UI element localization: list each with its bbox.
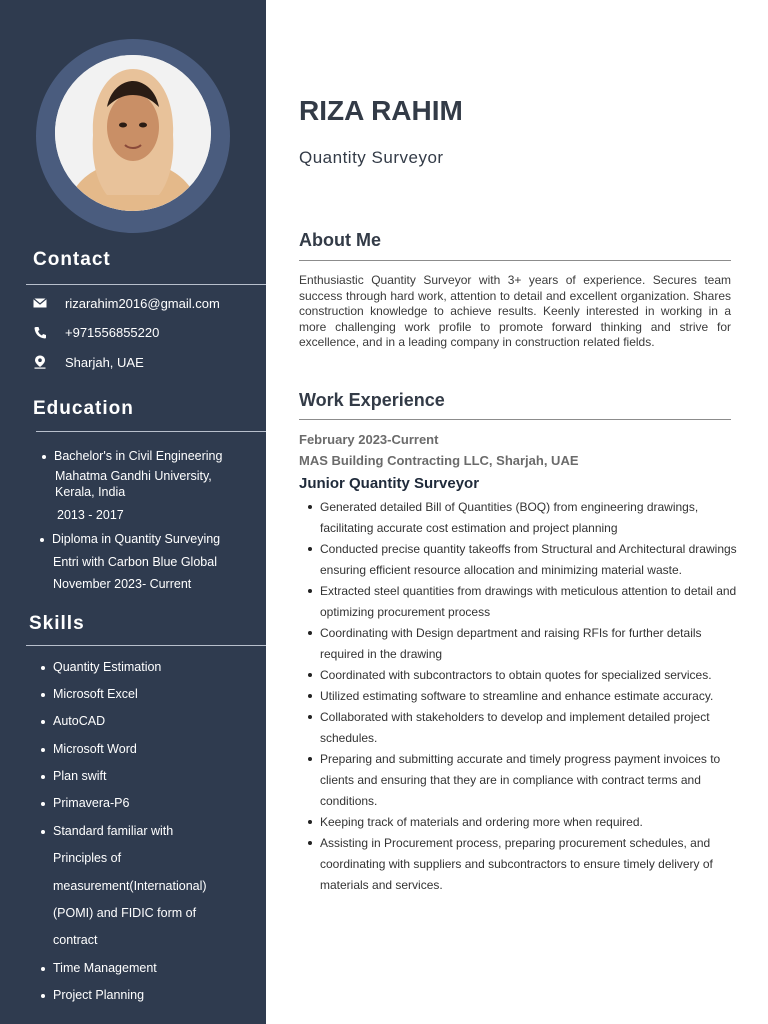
education-degree-2: Diploma in Quantity Surveying — [40, 532, 220, 546]
duty-item: Coordinating with Design department and raising RFIs for further details required in the drawing — [306, 623, 746, 665]
contact-phone[interactable]: +971556855220 — [65, 324, 160, 340]
education-years-1: 2013 - 2017 — [57, 508, 124, 522]
skills-divider — [26, 645, 266, 646]
education-divider — [36, 431, 266, 432]
education-heading: Education — [33, 398, 134, 419]
skill-item: Time Management — [41, 961, 157, 975]
job-duties-list — [306, 497, 746, 896]
duty-item: Utilized estimating software to streamline and enhance estimate accuracy. — [306, 686, 746, 707]
skill-item-continued: Principles of — [53, 851, 122, 865]
phone-icon — [32, 324, 48, 340]
duty-item: Assisting in Procurement process, preparing procurement schedules, and coordinating with suppliers and subcontractors to ensure timely delivery of materials and services. — [306, 833, 746, 896]
skill-item-continued: (POMI) and FIDIC form of — [53, 906, 197, 920]
contact-email-row — [32, 295, 220, 311]
duty-item: Conducted precise quantity takeoffs from Structural and Architectural drawings ensuring efficient resource allocation and minimizing material waste. — [306, 539, 746, 581]
skill-item: Primavera-P6 — [41, 796, 129, 810]
contact-location-row — [32, 354, 144, 370]
education-school-2: Entri with Carbon Blue Global — [53, 555, 217, 569]
duty-item: Preparing and submitting accurate and timely progress payment invoices to clients and ensuring that they are in compliance with contract terms and conditions. — [306, 749, 746, 812]
contact-location: Sharjah, UAE — [65, 354, 144, 370]
skill-item: Standard familiar with — [41, 824, 173, 838]
skill-item: Microsoft Excel — [41, 687, 138, 701]
skill-item: Microsoft Word — [41, 742, 137, 756]
about-heading: About Me — [299, 230, 381, 250]
skill-item: Quantity Estimation — [41, 660, 161, 674]
skill-item: Project Planning — [41, 988, 144, 1002]
email-icon — [32, 295, 48, 311]
duty-item: Collaborated with stakeholders to develop and implement detailed project schedules. — [306, 707, 746, 749]
duty-item: Generated detailed Bill of Quantities (BOQ) from engineering drawings, facilitating accurate cost estimation and project planning — [306, 497, 746, 539]
profile-photo-ring — [36, 39, 230, 233]
candidate-name: RIZA RAHIM — [299, 95, 463, 126]
experience-divider — [299, 419, 731, 420]
main-content — [266, 0, 768, 1024]
profile-photo — [55, 55, 211, 211]
candidate-role: Quantity Surveyor — [299, 148, 444, 167]
duty-item: Keeping track of materials and ordering more when required. — [306, 812, 746, 833]
skills-heading: Skills — [29, 613, 85, 634]
contact-phone-row — [32, 324, 159, 340]
job-company: MAS Building Contracting LLC, Sharjah, UAE — [299, 453, 579, 468]
skill-item: Plan swift — [41, 769, 107, 783]
skill-item-continued: measurement(International) — [53, 879, 207, 893]
skill-item: AutoCAD — [41, 714, 105, 728]
about-divider — [299, 260, 731, 261]
skill-item-continued: contract — [53, 933, 98, 947]
education-school-1-location: Kerala, India — [55, 485, 126, 499]
job-title: Junior Quantity Surveyor — [299, 475, 480, 492]
contact-divider — [26, 284, 266, 285]
contact-heading: Contact — [33, 249, 111, 270]
contact-email[interactable]: rizarahim2016@gmail.com — [65, 295, 220, 311]
duty-item: Extracted steel quantities from drawings with meticulous attention to detail and optimizing procurement process — [306, 581, 746, 623]
experience-heading: Work Experience — [299, 390, 445, 410]
location-pin-icon — [32, 354, 48, 370]
education-school-1: Mahatma Gandhi University, — [55, 469, 212, 483]
duty-item: Coordinated with subcontractors to obtain quotes for specialized services. — [306, 665, 746, 686]
education-degree-1: Bachelor's in Civil Engineering — [42, 449, 222, 463]
education-years-2: November 2023- Current — [53, 577, 192, 591]
sidebar — [0, 0, 266, 1024]
job-date: February 2023-Current — [299, 432, 439, 447]
about-text: Enthusiastic Quantity Surveyor with 3+ years of experience. Secures team success through hard work, attention to detail and excellent organization. Shares construction knowledge to achieve results. Keenly interested in working in a more challenging work profile to promote forward thinking and strive for excellence, and in a leading company in construction related fields. — [299, 273, 731, 350]
